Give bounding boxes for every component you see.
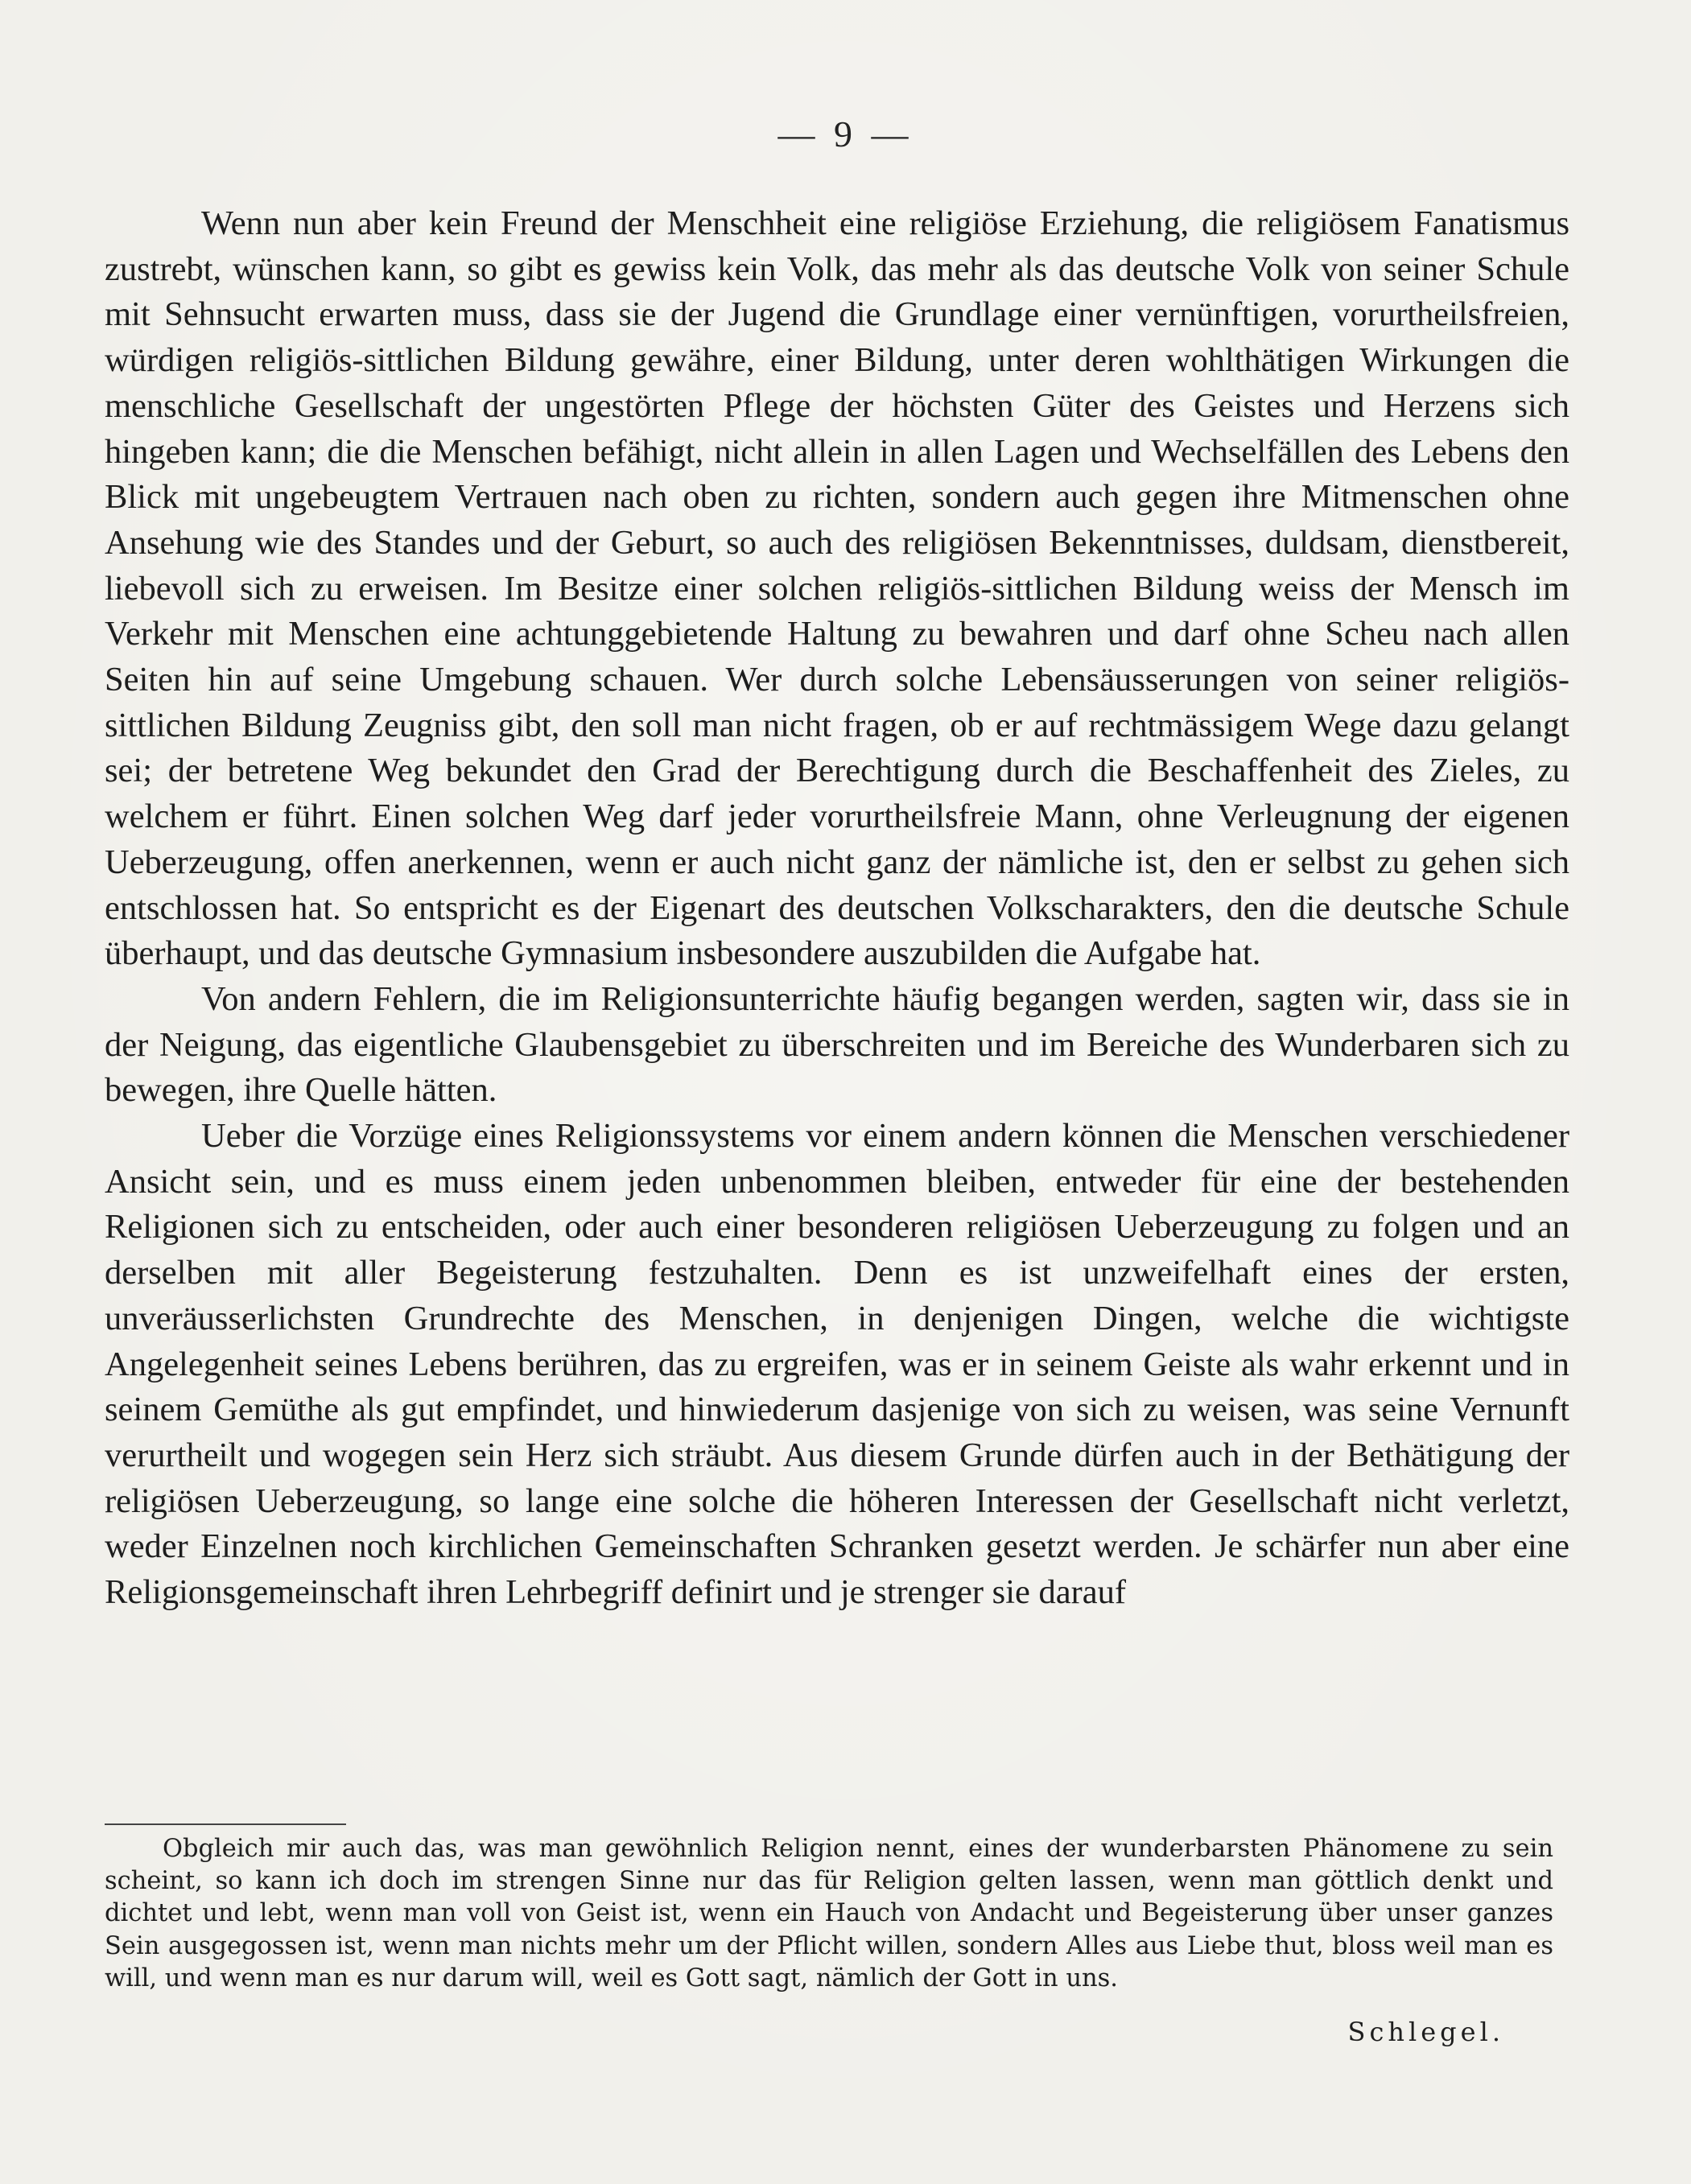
main-text xyxy=(105,201,1569,1616)
footnote-text: Obgleich mir auch das, was man gewöhnlich Religion nennt, eines der wunderbarsten Phänomene zu sein scheint, so kann ich doch im strengen Sinne nur das für Religion gelten lassen, wenn man göttlich denkt und dichtet und lebt, wenn man voll von Geist ist, wenn ein Hauch von Andacht und Begeisterung über unser ganzes Sein ausgegossen ist, wenn man nichts mehr um der Pflicht willen, sondern Alles aus Liebe thut, bloss weil man es will, und wenn man es nur darum will, weil es Gott sagt, nämlich der Gott in uns. xyxy=(105,1835,1553,1992)
footnote xyxy=(105,1833,1553,1995)
footnote-author: Schlegel. xyxy=(1347,2017,1504,2047)
page-number: — 9 — xyxy=(777,113,914,155)
paragraph-2: Von andern Fehlern, die im Religionsunterrichte häufig begangen werden, sagten wir, dass sie in der Neigung, das eigentliche Glaubensgebiet zu überschreiten und im Bereiche des Wunderbaren sich zu bewegen, ihre Quelle hätten. xyxy=(105,979,1569,1110)
footnote-divider xyxy=(105,1823,346,1825)
paragraph-1: Wenn nun aber kein Freund der Menschheit eine religiöse Erziehung, die religiösem Fanatismus zustrebt, wünschen kann, so gibt es gewiss kein Volk, das mehr als das deutsche Volk von seiner Schule mit Sehnsucht erwarten muss, dass sie der Jugend die Grundlage einer vernünftigen, vorurtheilsfreien, würdigen religiös-sittlichen Bildung gewähre, einer Bildung, unter deren wohlthätigen Wirkungen die menschliche Gesellschaft der ungestörten Pflege der höchsten Güter des Geistes und Herzens sich hingeben kann; die die Menschen befähigt, nicht allein in allen Lagen und Wechselfällen des Lebens den Blick mit ungebeugtem Vertrauen nach oben zu richten, sondern auch gegen ihre Mitmenschen ohne Ansehung wie des Standes und der Geburt, so auch des religiösen Bekenntnisses, duldsam, dienstbereit, liebevoll sich zu erweisen. Im Besitze einer solchen religiös-sittlichen Bildung weiss der Mensch im Verkehr mit Menschen eine achtunggebietende Haltung zu bewahren und darf ohne Scheu nach allen Seiten hin auf seine Umgebung schauen. Wer durch solche Lebensäusserungen von seiner religiös-sittlichen Bildung Zeugniss gibt, den soll man nicht fragen, ob er auf rechtmässigem Wege dazu gelangt sei; der betretene Weg bekundet den Grad der Berechtigung durch die Beschaffenheit des Zieles, zu welchem er führt. Einen solchen Weg darf jeder vorurtheilsfreie Mann, ohne Verleugnung der eigenen Ueberzeugung, offen anerkennen, wenn er auch nicht ganz der nämliche ist, den er selbst zu gehen sich entschlossen hat. So entspricht es der Eigenart des deutschen Volkscharakters, den die deutsche Schule überhaupt, und das deutsche Gymnasium insbesondere auszubilden die Aufgabe hat. xyxy=(105,204,1569,973)
paragraph-3: Ueber die Vorzüge eines Religionssystems vor einem andern können die Menschen verschiedener Ansicht sein, und es muss einem jeden unbenommen bleiben, entweder für eine der bestehenden Religionen sich zu entscheiden, oder auch einer besonderen religiösen Ueberzeugung zu folgen und an derselben mit aller Begeisterung festzuhalten. Denn es ist unzweifelhaft eines der ersten, unveräusserlichsten Grundrechte des Menschen, in denjenigen Dingen, welche die wichtigste Angelegenheit seines Lebens berühren, das zu ergreifen, was er in seinem Geiste als wahr erkennt und in seinem Gemüthe als gut empfindet, und hinwiederum dasjenige von sich zu weisen, was seine Vernunft verurtheilt und wogegen sein Herz sich sträubt. Aus diesem Grunde dürfen auch in der Bethätigung der religiösen Ueberzeugung, so lange eine solche die höheren Interessen der Gesellschaft nicht verletzt, weder Einzelnen noch kirchlichen Gemeinschaften Schranken gesetzt werden. Je schärfer nun aber eine Religionsgemeinschaft ihren Lehrbegriff definirt und je strenger sie darauf xyxy=(105,1117,1569,1612)
